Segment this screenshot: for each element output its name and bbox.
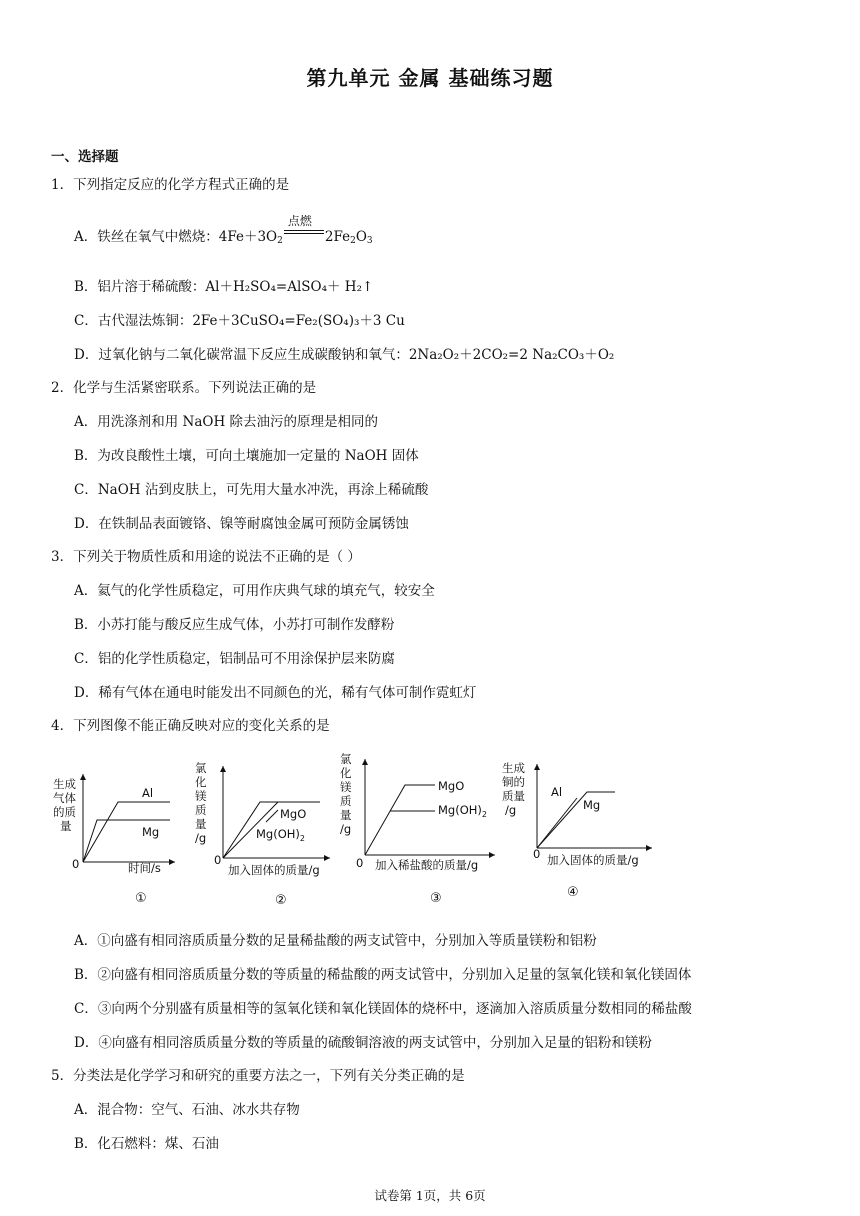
series-label-al: Al bbox=[142, 786, 154, 800]
question-3-stem: 3．下列关于物质性质和用途的说法不正确的是（ ） bbox=[51, 549, 361, 565]
question-2-option-d: D．在铁制品表面镀铬、镍等耐腐蚀金属可预防金属锈蚀 bbox=[74, 516, 409, 532]
x-label: 加入固体的质量/g bbox=[228, 863, 320, 877]
curve-mg bbox=[537, 798, 577, 848]
reaction-condition: 点燃 bbox=[284, 227, 324, 243]
graph-number: ③ bbox=[430, 891, 442, 906]
y-label: 铜的 bbox=[502, 775, 525, 789]
x-label: 时间/s bbox=[128, 861, 161, 875]
origin-label: 0 bbox=[214, 853, 222, 867]
graph-1 bbox=[50, 760, 180, 910]
question-4-stem: 4．下列图像不能正确反映对应的变化关系的是 bbox=[51, 718, 330, 734]
question-1-stem: 1．下列指定反应的化学方程式正确的是 bbox=[51, 177, 290, 193]
question-3-option-b: B．小苏打能与酸反应生成气体，小苏打可制作发酵粉 bbox=[74, 617, 395, 633]
y-label: 质 bbox=[195, 803, 207, 817]
x-label: 加入稀盐酸的质量/g bbox=[375, 858, 479, 872]
origin-label: 0 bbox=[72, 857, 80, 871]
question-5-option-b: B．化石燃料：煤、石油 bbox=[74, 1136, 219, 1152]
question-1-option-b: B．铝片溶于稀硫酸：Al＋H₂SO₄=AlSO₄＋ H₂↑ bbox=[74, 279, 374, 295]
question-5-stem: 5．分类法是化学学习和研究的重要方法之一，下列有关分类正确的是 bbox=[51, 1068, 465, 1084]
y-label: 氯 bbox=[195, 761, 207, 775]
graph-2 bbox=[190, 752, 335, 912]
page-footer: 试卷第 1页，共 6页 bbox=[374, 1188, 486, 1203]
graph-number: ② bbox=[275, 893, 287, 908]
question-3-option-c: C．铝的化学性质稳定，铝制品可不用涂保护层来防腐 bbox=[74, 651, 395, 667]
origin-label: 0 bbox=[533, 847, 541, 861]
y-label: /g bbox=[195, 831, 207, 845]
question-2-option-c: C．NaOH 沾到皮肤上，可先用大量水冲洗，再涂上稀硫酸 bbox=[74, 482, 429, 498]
question-3-option-d: D．稀有气体在通电时能发出不同颜色的光，稀有气体可制作霓虹灯 bbox=[74, 685, 477, 701]
series-label-mgoh2: $Mg(OH)_2$ bbox=[438, 803, 487, 819]
page-title: 第九单元 金属 基础练习题 bbox=[306, 66, 554, 90]
question-3-option-a: A．氦气的化学性质稳定，可用作庆典气球的填充气，较安全 bbox=[74, 583, 435, 599]
series-label-mg: Mg bbox=[142, 825, 160, 839]
question-4-option-c: C．③向两个分别盛有质量相等的氢氧化镁和氧化镁固体的烧杯中，逐滴加入溶质质量分数相同的稀盐酸 bbox=[74, 1001, 692, 1017]
y-label: 量 bbox=[340, 808, 352, 822]
graph-4 bbox=[497, 752, 657, 902]
y-label: 镁 bbox=[340, 780, 352, 794]
question-2-stem: 2．化学与生活紧密联系。下列说法正确的是 bbox=[51, 380, 317, 396]
x-label: 加入固体的质量/g bbox=[547, 853, 639, 867]
y-label: 质量 bbox=[502, 789, 525, 803]
y-label: 量 bbox=[195, 817, 207, 831]
series-label-al: Al bbox=[551, 785, 563, 799]
y-label: 镁 bbox=[195, 789, 207, 803]
y-label: 生成 bbox=[502, 761, 525, 775]
y-label: /g bbox=[505, 803, 517, 817]
question-4-option-d: D．④向盛有相同溶质质量分数的等质量的硫酸铜溶液的两支试管中，分别加入足量的铝粉和镁粉 bbox=[74, 1035, 652, 1051]
question-4-option-b: B．②向盛有相同溶质质量分数的等质量的稀盐酸的两支试管中，分别加入足量的氢氧化镁和氧化镁固体 bbox=[74, 967, 692, 983]
y-label: 的质 bbox=[53, 805, 76, 819]
y-label: 氯 bbox=[340, 752, 352, 766]
origin-label: 0 bbox=[356, 856, 364, 870]
y-label: 生成 bbox=[53, 777, 76, 791]
graph-3 bbox=[335, 745, 500, 912]
series-label-mgo: MgO bbox=[280, 807, 307, 821]
curve-mgo bbox=[365, 785, 435, 855]
option-a-text: A．铁丝在氧气中燃烧：4Fe＋3O bbox=[74, 229, 278, 245]
series-label-mgo: MgO bbox=[438, 779, 465, 793]
question-1-option-a: A．铁丝在氧气中燃烧：$4Fe+3O_2$ 点燃 $2Fe_2O_3$ bbox=[74, 214, 373, 246]
section-heading: 一、选择题 bbox=[51, 149, 119, 165]
question-2-option-b: B．为改良酸性土壤，可向土壤施加一定量的 NaOH 固体 bbox=[74, 448, 419, 464]
curve-al bbox=[537, 792, 615, 848]
y-label: /g bbox=[340, 822, 352, 836]
y-label: 量 bbox=[60, 819, 72, 833]
question-2-option-a: A．用洗涤剂和用 NaOH 除去油污的原理是相同的 bbox=[74, 414, 379, 430]
question-1-option-c: C．古代湿法炼铜：2Fe＋3CuSO₄=Fe₂(SO₄)₃＋3 Cu bbox=[74, 313, 405, 329]
question-4-option-a: A．①向盛有相同溶质质量分数的足量稀盐酸的两支试管中，分别加入等质量镁粉和铝粉 bbox=[74, 933, 597, 949]
y-label: 气体 bbox=[53, 791, 76, 805]
series-label-mgoh2: $Mg(OH)_2$ bbox=[256, 827, 305, 843]
question-1-option-d: D．过氧化钠与二氧化碳常温下反应生成碳酸钠和氧气：2Na₂O₂＋2CO₂=2 Na₂CO₃＋O₂ bbox=[74, 347, 615, 363]
graph-number: ① bbox=[135, 891, 147, 906]
series-label-mg: Mg bbox=[583, 798, 601, 812]
y-label: 化 bbox=[340, 766, 352, 780]
y-label: 质 bbox=[340, 794, 352, 808]
y-label: 化 bbox=[195, 775, 207, 789]
graph-number: ④ bbox=[567, 885, 579, 900]
question-5-option-a: A．混合物：空气、石油、冰水共存物 bbox=[74, 1102, 300, 1118]
